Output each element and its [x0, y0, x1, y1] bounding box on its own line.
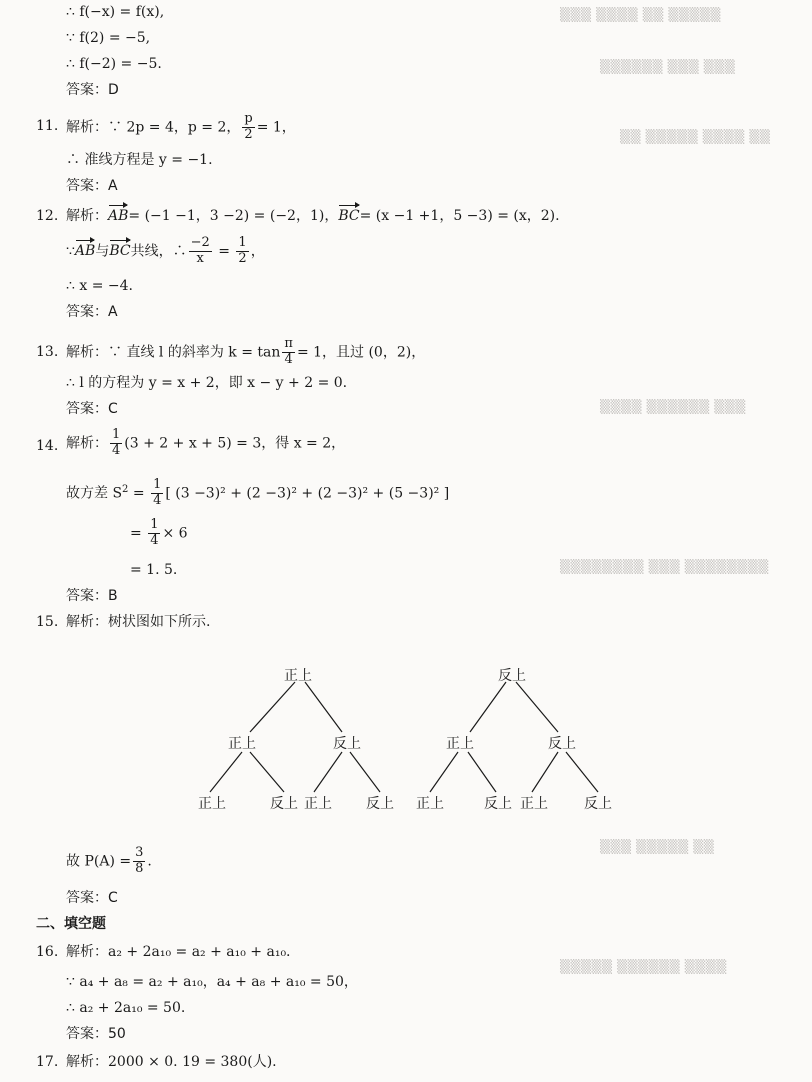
p14-line-3-a: = [130, 525, 142, 542]
tree-root-right: 反上 [498, 668, 526, 684]
tree-node: 反上 [333, 736, 361, 752]
p15-result-a: 故 P(A) = [66, 853, 132, 870]
p10-line-1: ∴ f(−x) = f(x), [66, 4, 165, 20]
branch [250, 752, 284, 792]
p15-result [66, 846, 152, 877]
tree-leaf: 反上 [484, 796, 512, 812]
tree-branches [210, 682, 598, 792]
p12-line-2-d: ， [250, 243, 265, 260]
vector-ab: AB [108, 208, 129, 224]
branch [314, 752, 342, 792]
p15-frac-num: 3 [135, 845, 144, 860]
p10-answer: 答案：D [66, 82, 119, 98]
p11-frac-num: p [244, 111, 253, 126]
p13-line-1-b: = 1，且过 (0，2)， [296, 344, 426, 361]
p12-frac1-den: x [196, 250, 204, 266]
p14-frac1-num: 1 [112, 427, 121, 442]
p14-frac3-num: 1 [150, 517, 159, 532]
p12-line-1-c: = (x −1 +1，5 −3) = (x，2). [359, 208, 560, 224]
p14-frac2-num: 1 [153, 477, 162, 492]
p14-line-1-a: 解析： [66, 435, 108, 452]
bleed-through-text: ▒▒▒▒▒ ▒▒▒▒▒▒ ▒▒▒▒ [560, 960, 727, 975]
p14-line-3-b: × 6 [162, 525, 188, 542]
p15-result-b: . [147, 853, 152, 870]
p14-line-4: = 1. 5. [130, 562, 178, 578]
p13-answer: 答案：C [66, 401, 118, 417]
p14-answer: 答案：B [66, 588, 118, 604]
p13-line-1 [66, 337, 425, 368]
vector-ab-2: AB [74, 243, 96, 260]
branch [470, 682, 506, 732]
tree-diagram [180, 660, 640, 820]
p14-frac3-den: 4 [150, 532, 159, 548]
p12-frac2-den: 2 [238, 250, 247, 266]
bleed-through-text: ▒▒ ▒▒▒▒▒ ▒▒▒▒ ▒▒ [620, 130, 771, 145]
vector-bc-2: BC [109, 243, 131, 260]
p10-line-2: ∵ f(2) = −5, [66, 30, 151, 46]
bleed-through-text: ▒▒▒▒▒▒ ▒▒▒ ▒▒▒ [600, 60, 736, 75]
p11-answer: 答案：A [66, 178, 118, 194]
bleed-through-text: ▒▒▒▒ ▒▒▒▒▒▒ ▒▒▒ [600, 400, 746, 415]
p13-frac-num: π [284, 336, 293, 351]
p11-line-2: ∴ 准线方程是 y = −1. [66, 152, 213, 168]
p13-frac-den: 4 [284, 351, 293, 367]
p13-line-1-a: 解析：∵ 直线 l 的斜率为 k = tan [66, 344, 281, 361]
tree-leaf: 正上 [416, 796, 444, 812]
bleed-through-text: ▒▒▒▒▒▒▒▒ ▒▒▒ ▒▒▒▒▒▒▒▒ [560, 560, 769, 575]
tree-leaf: 正上 [304, 796, 332, 812]
p12-line-2-a: ∵ [66, 243, 75, 260]
p12-answer: 答案：A [66, 304, 118, 320]
p12-frac1-num: −2 [190, 235, 210, 250]
tree-leaf: 反上 [366, 796, 394, 812]
vector-bc: BC [338, 208, 360, 224]
tree-node: 反上 [548, 736, 576, 752]
p11-number: 11. [36, 118, 59, 134]
tree-leaf: 正上 [198, 796, 226, 812]
p12-line-2-b: 与 [95, 243, 110, 260]
branch [516, 682, 558, 732]
tree-leaf: 正上 [520, 796, 548, 812]
tree-root-left: 正上 [284, 668, 312, 684]
p11-line-1-b: = 1， [256, 119, 296, 136]
p14-frac2-den: 4 [153, 492, 162, 508]
p17-number: 17. [36, 1054, 59, 1070]
p14-fraction-1 [110, 428, 122, 459]
p16-answer: 答案：50 [66, 1026, 126, 1042]
branch [566, 752, 598, 792]
tree-leaf: 反上 [270, 796, 298, 812]
p12-line-2: ∵AB与BC共线，∴ $\frac{-2}{x}$ = $\frac{1}{2}$ ， [66, 235, 265, 266]
section-heading: 二、填空题 [36, 916, 106, 932]
branch [350, 752, 380, 792]
tree-leaf: 反上 [584, 796, 612, 812]
branch [210, 752, 242, 792]
p14-superscript: 2 [122, 483, 129, 495]
tree-node: 正上 [446, 736, 474, 752]
p12-line-2-c: 共线，∴ [130, 243, 187, 260]
p12-frac2-num: 1 [238, 235, 247, 250]
bleed-through-text: ▒▒▒ ▒▒▒▒ ▒▒ ▒▒▒▒▒ [560, 8, 721, 23]
p14-line-1-b: (3 + 2 + x + 5) = 3，得 x = 2， [124, 435, 346, 452]
p14-fraction-3 [148, 518, 160, 549]
p14-line-2 [66, 478, 449, 509]
branch [468, 752, 496, 792]
p14-line-1 [66, 428, 345, 459]
branch [305, 682, 342, 732]
p14-frac1-den: 4 [112, 442, 121, 458]
p13-number: 13. [36, 344, 59, 360]
p14-number: 14. [36, 438, 59, 454]
p15-line-1: 解析：树状图如下所示. [66, 614, 211, 630]
bleed-through-text: ▒▒▒ ▒▒▒▒▒ ▒▒ [600, 840, 715, 855]
p15-frac-den: 8 [135, 860, 144, 876]
p12-line-3: ∴ x = −4. [66, 278, 133, 294]
p10-line-3: ∴ f(−2) = −5. [66, 56, 162, 72]
p11-frac-den: 2 [244, 126, 253, 142]
p15-fraction [133, 846, 145, 877]
p15-number: 15. [36, 614, 59, 630]
p12-fraction-1 [189, 236, 212, 267]
p16-number: 16. [36, 944, 59, 960]
p12-line-1-a: 解析： [66, 208, 108, 224]
p12-line-1-b: = (−1 −1，3 −2) = (−2，1)， [128, 208, 339, 224]
branch [532, 752, 558, 792]
branch [430, 752, 458, 792]
p14-line-2-c: [ (3 −3)² + (2 −3)² + (2 −3)² + (5 −3)² ] [165, 485, 450, 502]
p12-line-1 [66, 208, 560, 225]
p14-line-2-a: 故方差 S [66, 485, 123, 502]
p11-line-1 [66, 112, 296, 143]
p14-fraction-2 [151, 478, 163, 509]
p12-fraction-2 [236, 236, 248, 267]
p11-line-1-a: 解析：∵ 2p = 4，p = 2， [66, 119, 241, 136]
p17-line-1: 解析：2000 × 0. 19 = 380(人). [66, 1054, 277, 1070]
p16-line-3: ∴ a₂ + 2a₁₀ = 50. [66, 1000, 186, 1016]
p11-fraction [242, 112, 254, 143]
branch [250, 682, 295, 732]
p13-fraction [282, 337, 295, 368]
p16-line-1: 解析：a₂ + 2a₁₀ = a₂ + a₁₀ + a₁₀. [66, 944, 291, 960]
p16-line-2: ∵ a₄ + a₈ = a₂ + a₁₀，a₄ + a₈ + a₁₀ = 50， [66, 974, 358, 990]
tree-node: 正上 [228, 736, 256, 752]
p12-number: 12. [36, 208, 59, 224]
p14-line-2-b: = [132, 485, 145, 502]
p13-line-2: ∴ l 的方程为 y = x + 2，即 x − y + 2 = 0. [66, 375, 348, 391]
p14-line-3 [130, 518, 188, 549]
p15-answer: 答案：C [66, 890, 118, 906]
